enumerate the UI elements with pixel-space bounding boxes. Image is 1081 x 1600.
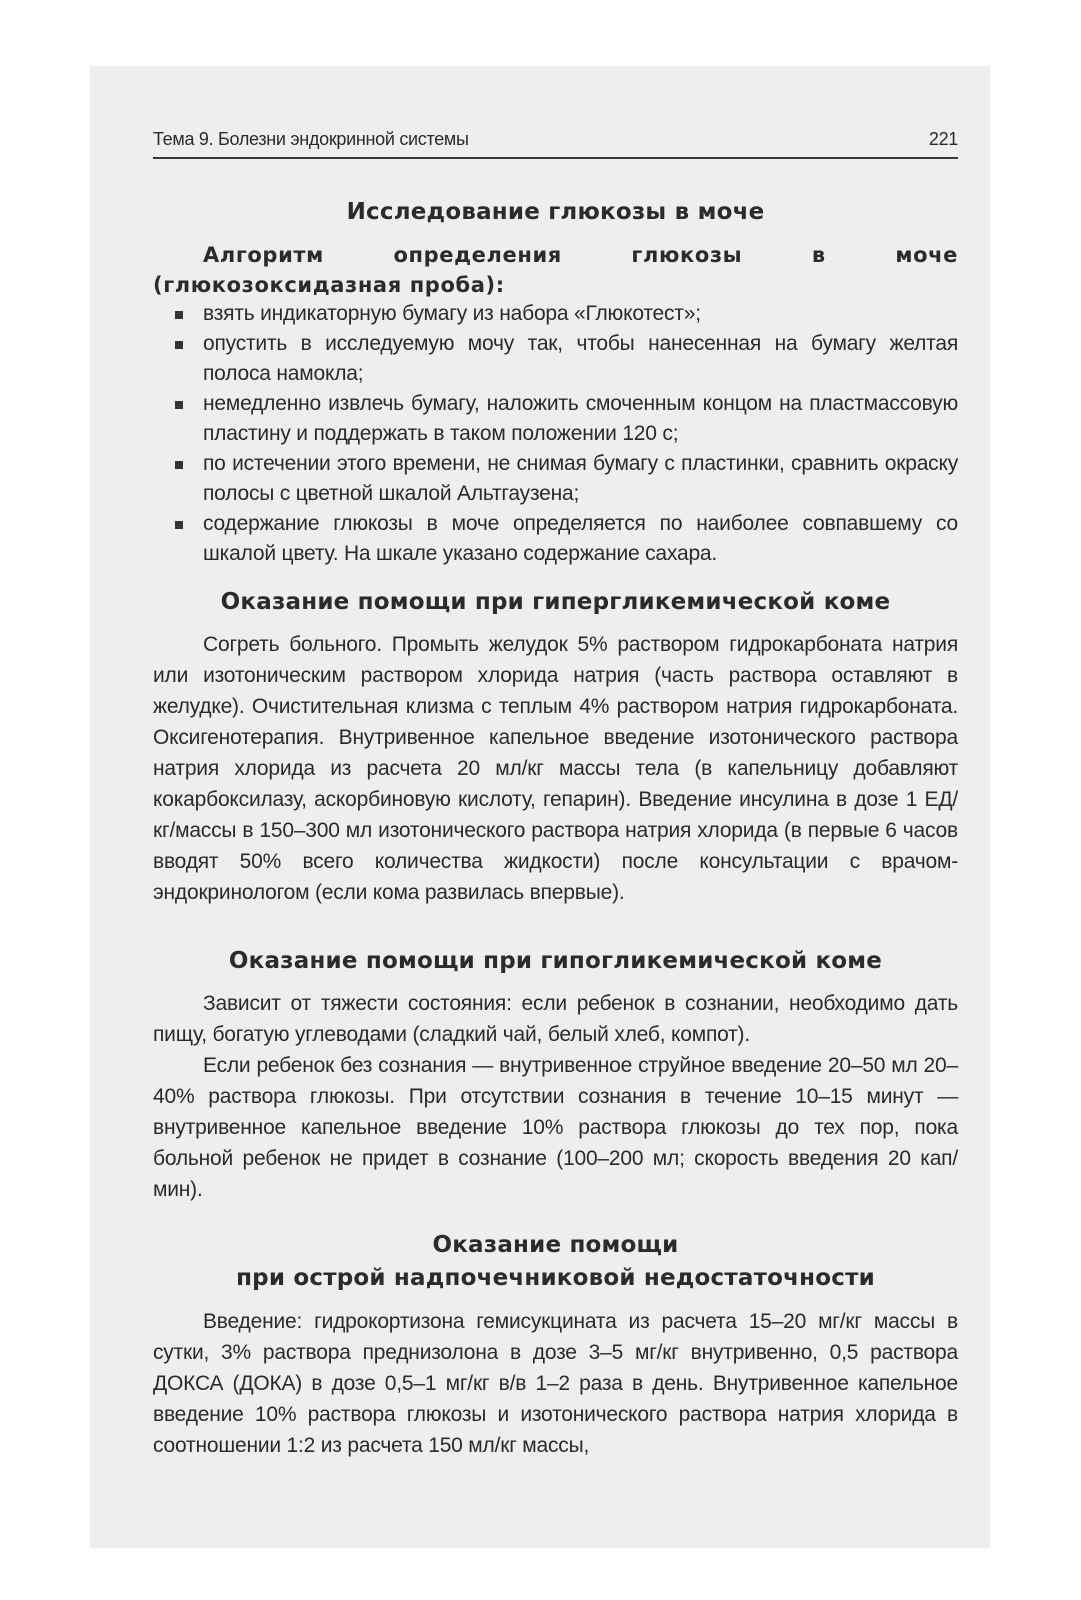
list-item: опустить в исследуемую мочу так, чтобы нанесенная на бумагу желтая полоса намокла; [153,329,958,389]
page-number: 221 [928,129,958,149]
paragraph-hypoglycemic-1: Зависит от тяжести состояния: если ребенок в сознании, необходимо дать пищу, богатую углеводами (сладкий чай, белый хлеб, компот). [153,992,958,1046]
bullet-icon [175,521,183,529]
paragraph-adrenal: Введение: гидрокортизона гемисукцината из расчета 15–20 мг/кг массы в сутки, 3% раствора преднизолона в дозе 3–5 мг/кг внутривенно, 0,5 раствора ДОКСА (ДОКА) в дозе 0,5–1 мг/кг в/в 1–2 раза в день. Внутривенное капельное введение 10% раствора глюкозы и изотонического раствора натрия хлорида в соотношении 1:2 из расчета 150 мл/кг массы, [153,1310,958,1457]
algorithm-title: Алгоритм определения глюкозы в моче (глюкозоксидазная проба): [153,243,958,297]
bullet-icon [175,461,183,469]
list-item: взять индикаторную бумагу из набора «Глюкотест»; [153,299,958,329]
paragraph-hypoglycemic-2: Если ребенок без сознания — внутривенное струйное введение 20–50 мл 20–40% раствора глюкозы. При отсутствии сознания в течение 10–15 минут — внутривенное капельное введение 10% раствора глюкозы до тех пор, пока больной ребенок не придет в сознание (100–200 мл; скорость введения 20 кап/мин). [153,1054,958,1201]
list-item: содержание глюкозы в моче определяется по наиболее совпавшему со шкалой цвету. На шкале указано содержание сахара. [153,509,958,569]
heading-adrenal-line2: при острой надпочечниковой недостаточности [236,1265,875,1291]
bullet-icon [175,341,183,349]
bullet-icon [175,311,183,319]
paragraph-hyperglycemic: Согреть больного. Промыть желудок 5% раствором гидрокарбоната натрия или изотоническим раствором хлорида натрия (часть раствора оставляют в желудке). Очистительная клизма с теплым 4% раствором натрия гидрокарбоната. Оксигенотерапия. Внутривенное капельное введение изотонического раствора натрия хлорида из расчета 20 мл/кг массы тела (в капельницу добавляют кокарбоксилазу, аскорбиновую кислоту, гепарин). Введение инсулина в дозе 1 ЕД/кг/массы в 150–300 мл изотонического раствора натрия хлорида (в первые 6 часов вводят 50% всего количества жидкости) после консультации с врачом-эндокринологом (если кома развилась впервые). [153,633,958,904]
bullet-icon [175,401,183,409]
list-item: по истечении этого времени, не снимая бумагу с пластинки, сравнить окраску полосы с цветной шкалой Альтгаузена; [153,449,958,509]
book-page [90,66,990,1548]
heading-hyperglycemic-coma: Оказание помощи при гипергликемической коме [220,589,891,615]
chapter-title: Тема 9. Болезни эндокринной системы [153,129,469,149]
algorithm-steps [153,299,958,569]
heading-adrenal-line1: Оказание помощи [432,1232,679,1258]
list-item: немедленно извлечь бумагу, наложить смоченным концом на пластмассовую пластину и поддержать в таком положении 120 с; [153,389,958,449]
heading-glucose-urine: Исследование глюкозы в моче [346,199,765,225]
heading-hypoglycemic-coma: Оказание помощи при гипогликемической коме [228,948,883,974]
running-header [153,123,958,159]
